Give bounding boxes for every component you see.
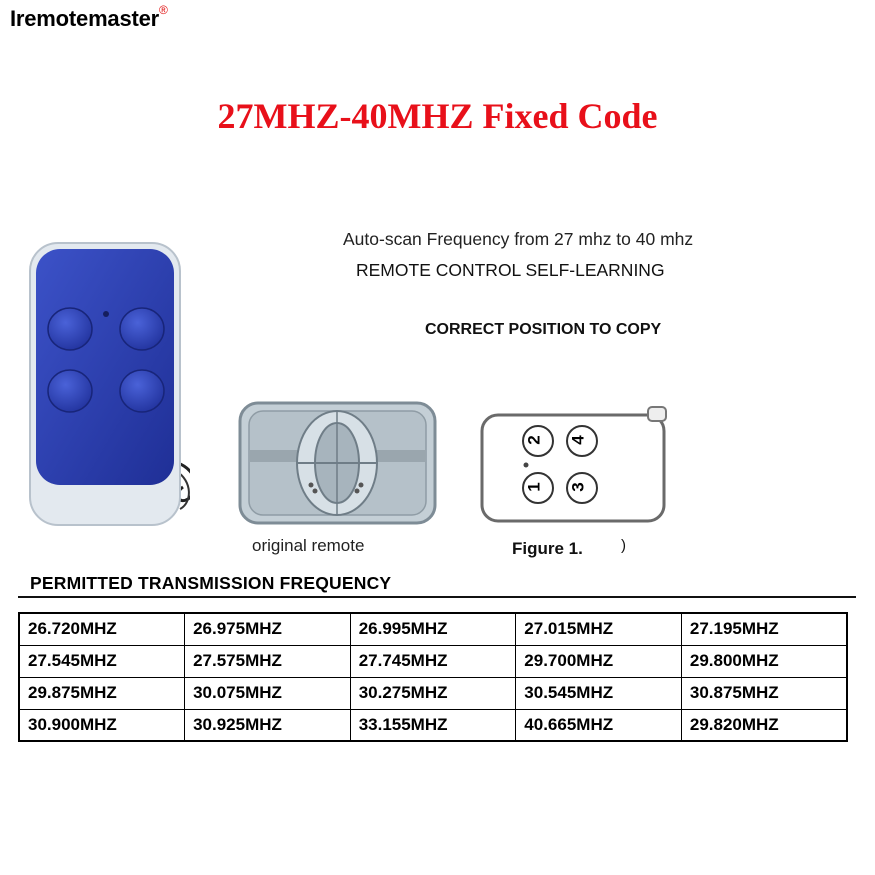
frequency-table: [18, 612, 848, 742]
table-cell: 29.700MHZ: [516, 645, 682, 677]
table-cell: 30.275MHZ: [350, 677, 516, 709]
table-cell: 30.900MHZ: [19, 709, 185, 741]
table-row: [19, 613, 847, 645]
table-cell: 29.800MHZ: [681, 645, 847, 677]
self-learning-text: REMOTE CONTROL SELF-LEARNING: [356, 260, 665, 280]
table-cell: 30.875MHZ: [681, 677, 847, 709]
table-cell: 33.155MHZ: [350, 709, 516, 741]
copy-position-heading: CORRECT POSITION TO COPY: [425, 321, 662, 338]
table-cell: 30.545MHZ: [516, 677, 682, 709]
fig-button-4: 4: [568, 435, 588, 445]
table-cell: 29.875MHZ: [19, 677, 185, 709]
table-row: [19, 645, 847, 677]
original-remote-caption: original remote: [252, 536, 365, 555]
frequency-heading: PERMITTED TRANSMISSION FREQUENCY: [30, 573, 392, 593]
fig-button-2: 2: [524, 435, 544, 445]
auto-scan-text: Auto-scan Frequency from 27 mhz to 40 mhz: [343, 229, 694, 249]
fig-button-1: 1: [524, 482, 544, 492]
table-cell: 27.575MHZ: [185, 645, 351, 677]
table-row: [19, 677, 847, 709]
table-cell: 40.665MHZ: [516, 709, 682, 741]
blue-remote-image: [28, 241, 190, 527]
table-cell: 27.745MHZ: [350, 645, 516, 677]
table-cell: 26.995MHZ: [350, 613, 516, 645]
fig-button-3: 3: [568, 482, 588, 492]
table-row: [19, 709, 847, 741]
table-cell: 27.545MHZ: [19, 645, 185, 677]
figure1-remote-image: [476, 403, 670, 525]
table-cell: 27.015MHZ: [516, 613, 682, 645]
brand-name: Iremotemaster: [10, 6, 160, 31]
figure1-caption-mark: ): [621, 537, 626, 554]
table-cell: 30.075MHZ: [185, 677, 351, 709]
brand-logo: [10, 2, 168, 32]
figure1-caption: Figure 1.: [512, 539, 583, 558]
registered-mark: ®: [159, 2, 168, 17]
table-cell: 26.720MHZ: [19, 613, 185, 645]
table-cell: 27.195MHZ: [681, 613, 847, 645]
page-title: 27MHZ-40MHZ Fixed Code: [217, 96, 658, 136]
table-cell: 26.975MHZ: [185, 613, 351, 645]
table-cell: 30.925MHZ: [185, 709, 351, 741]
original-remote-image: [235, 395, 440, 530]
table-cell: 29.820MHZ: [681, 709, 847, 741]
heading-divider: [18, 596, 856, 598]
